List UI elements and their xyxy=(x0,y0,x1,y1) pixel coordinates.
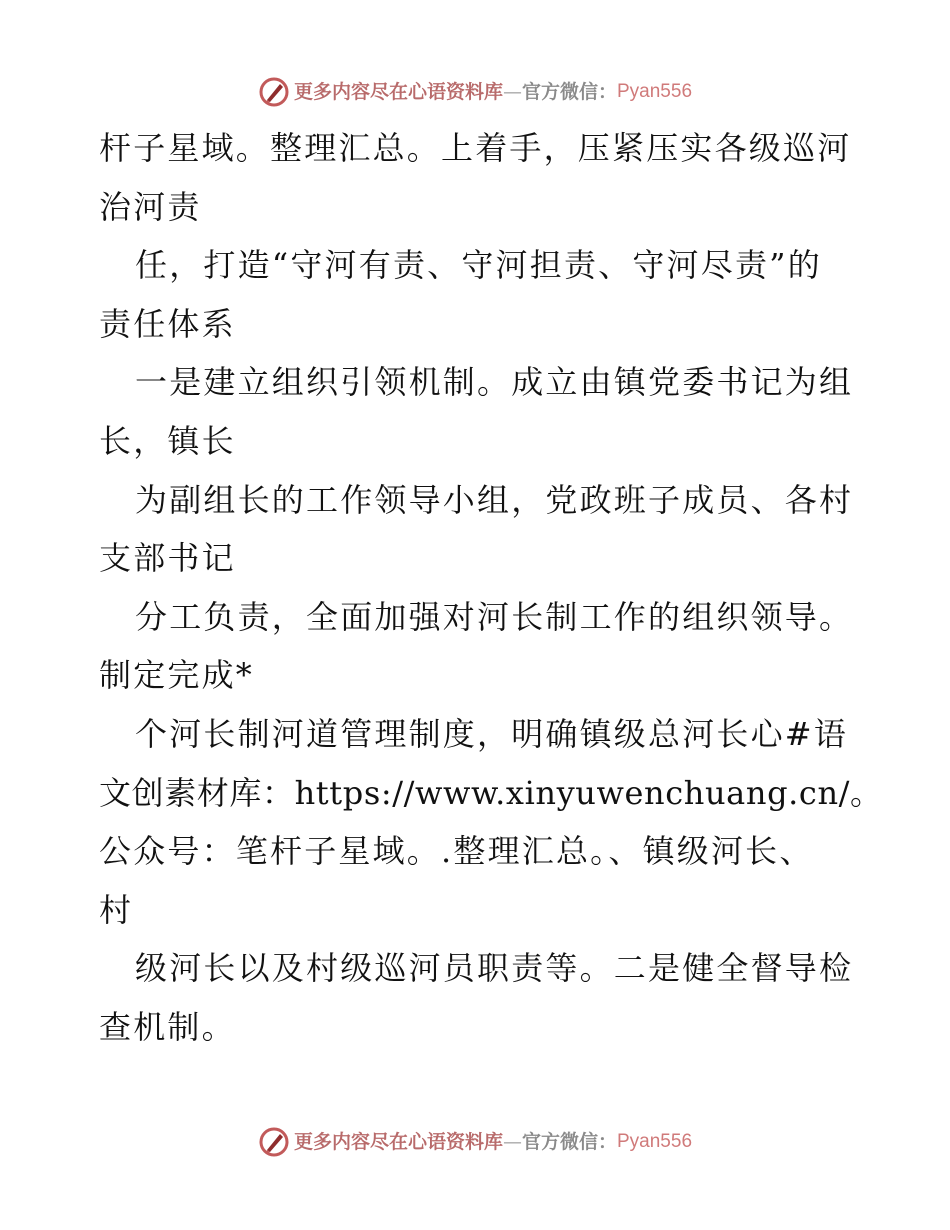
text-line: 查机制。 xyxy=(99,1007,236,1046)
text-line: 级河长以及村级巡河员职责等。二是健全督导检 xyxy=(135,949,854,988)
header-banner xyxy=(0,76,950,108)
text-line: 分工负责，全面加强对河长制工作的组织领导。 xyxy=(135,597,854,636)
document-body xyxy=(99,119,883,1057)
text-line: 为副组长的工作领导小组，党政班子成员、各村 xyxy=(135,480,854,519)
text-line: 任，打造“守河有责、守河担责、守河尽责”的 xyxy=(135,246,822,285)
text-line: 责任体系 xyxy=(99,304,236,343)
text-line: 文创素材库：https://www.xinyuwenchuang.cn/。 xyxy=(99,773,883,812)
text-line: 公众号：笔杆子星域。.整理汇总。、镇级河长、 xyxy=(99,832,814,871)
text-line: 个河长制河道管理制度，明确镇级总河长心#语 xyxy=(135,714,849,753)
text-line: 制定完成* xyxy=(99,656,255,695)
banner-dash: — xyxy=(502,1131,522,1153)
text-line: 村 xyxy=(99,890,134,929)
banner-dash: — xyxy=(502,81,522,103)
banner-title: 更多内容尽在心语资料库 xyxy=(293,1131,503,1153)
text-line: 长，镇长 xyxy=(99,421,236,460)
text-line: 治河责 xyxy=(99,187,202,226)
text-line: 一是建立组织引领机制。成立由镇党委书记为组 xyxy=(135,363,854,402)
banner-wechat-id: Pyan556 xyxy=(617,81,693,102)
banner-title: 更多内容尽在心语资料库 xyxy=(293,81,503,103)
banner-wechat-id: Pyan556 xyxy=(617,1131,693,1152)
pen-logo-icon xyxy=(258,1126,290,1158)
text-line: 支部书记 xyxy=(99,539,236,578)
banner-wechat-label: 官方微信： xyxy=(521,81,617,103)
banner-wechat-label: 官方微信： xyxy=(521,1131,617,1153)
footer-banner xyxy=(0,1126,950,1158)
pen-logo-icon xyxy=(258,76,290,108)
text-line: 杆子星域。整理汇总。上着手，压紧压实各级巡河 xyxy=(99,129,852,167)
